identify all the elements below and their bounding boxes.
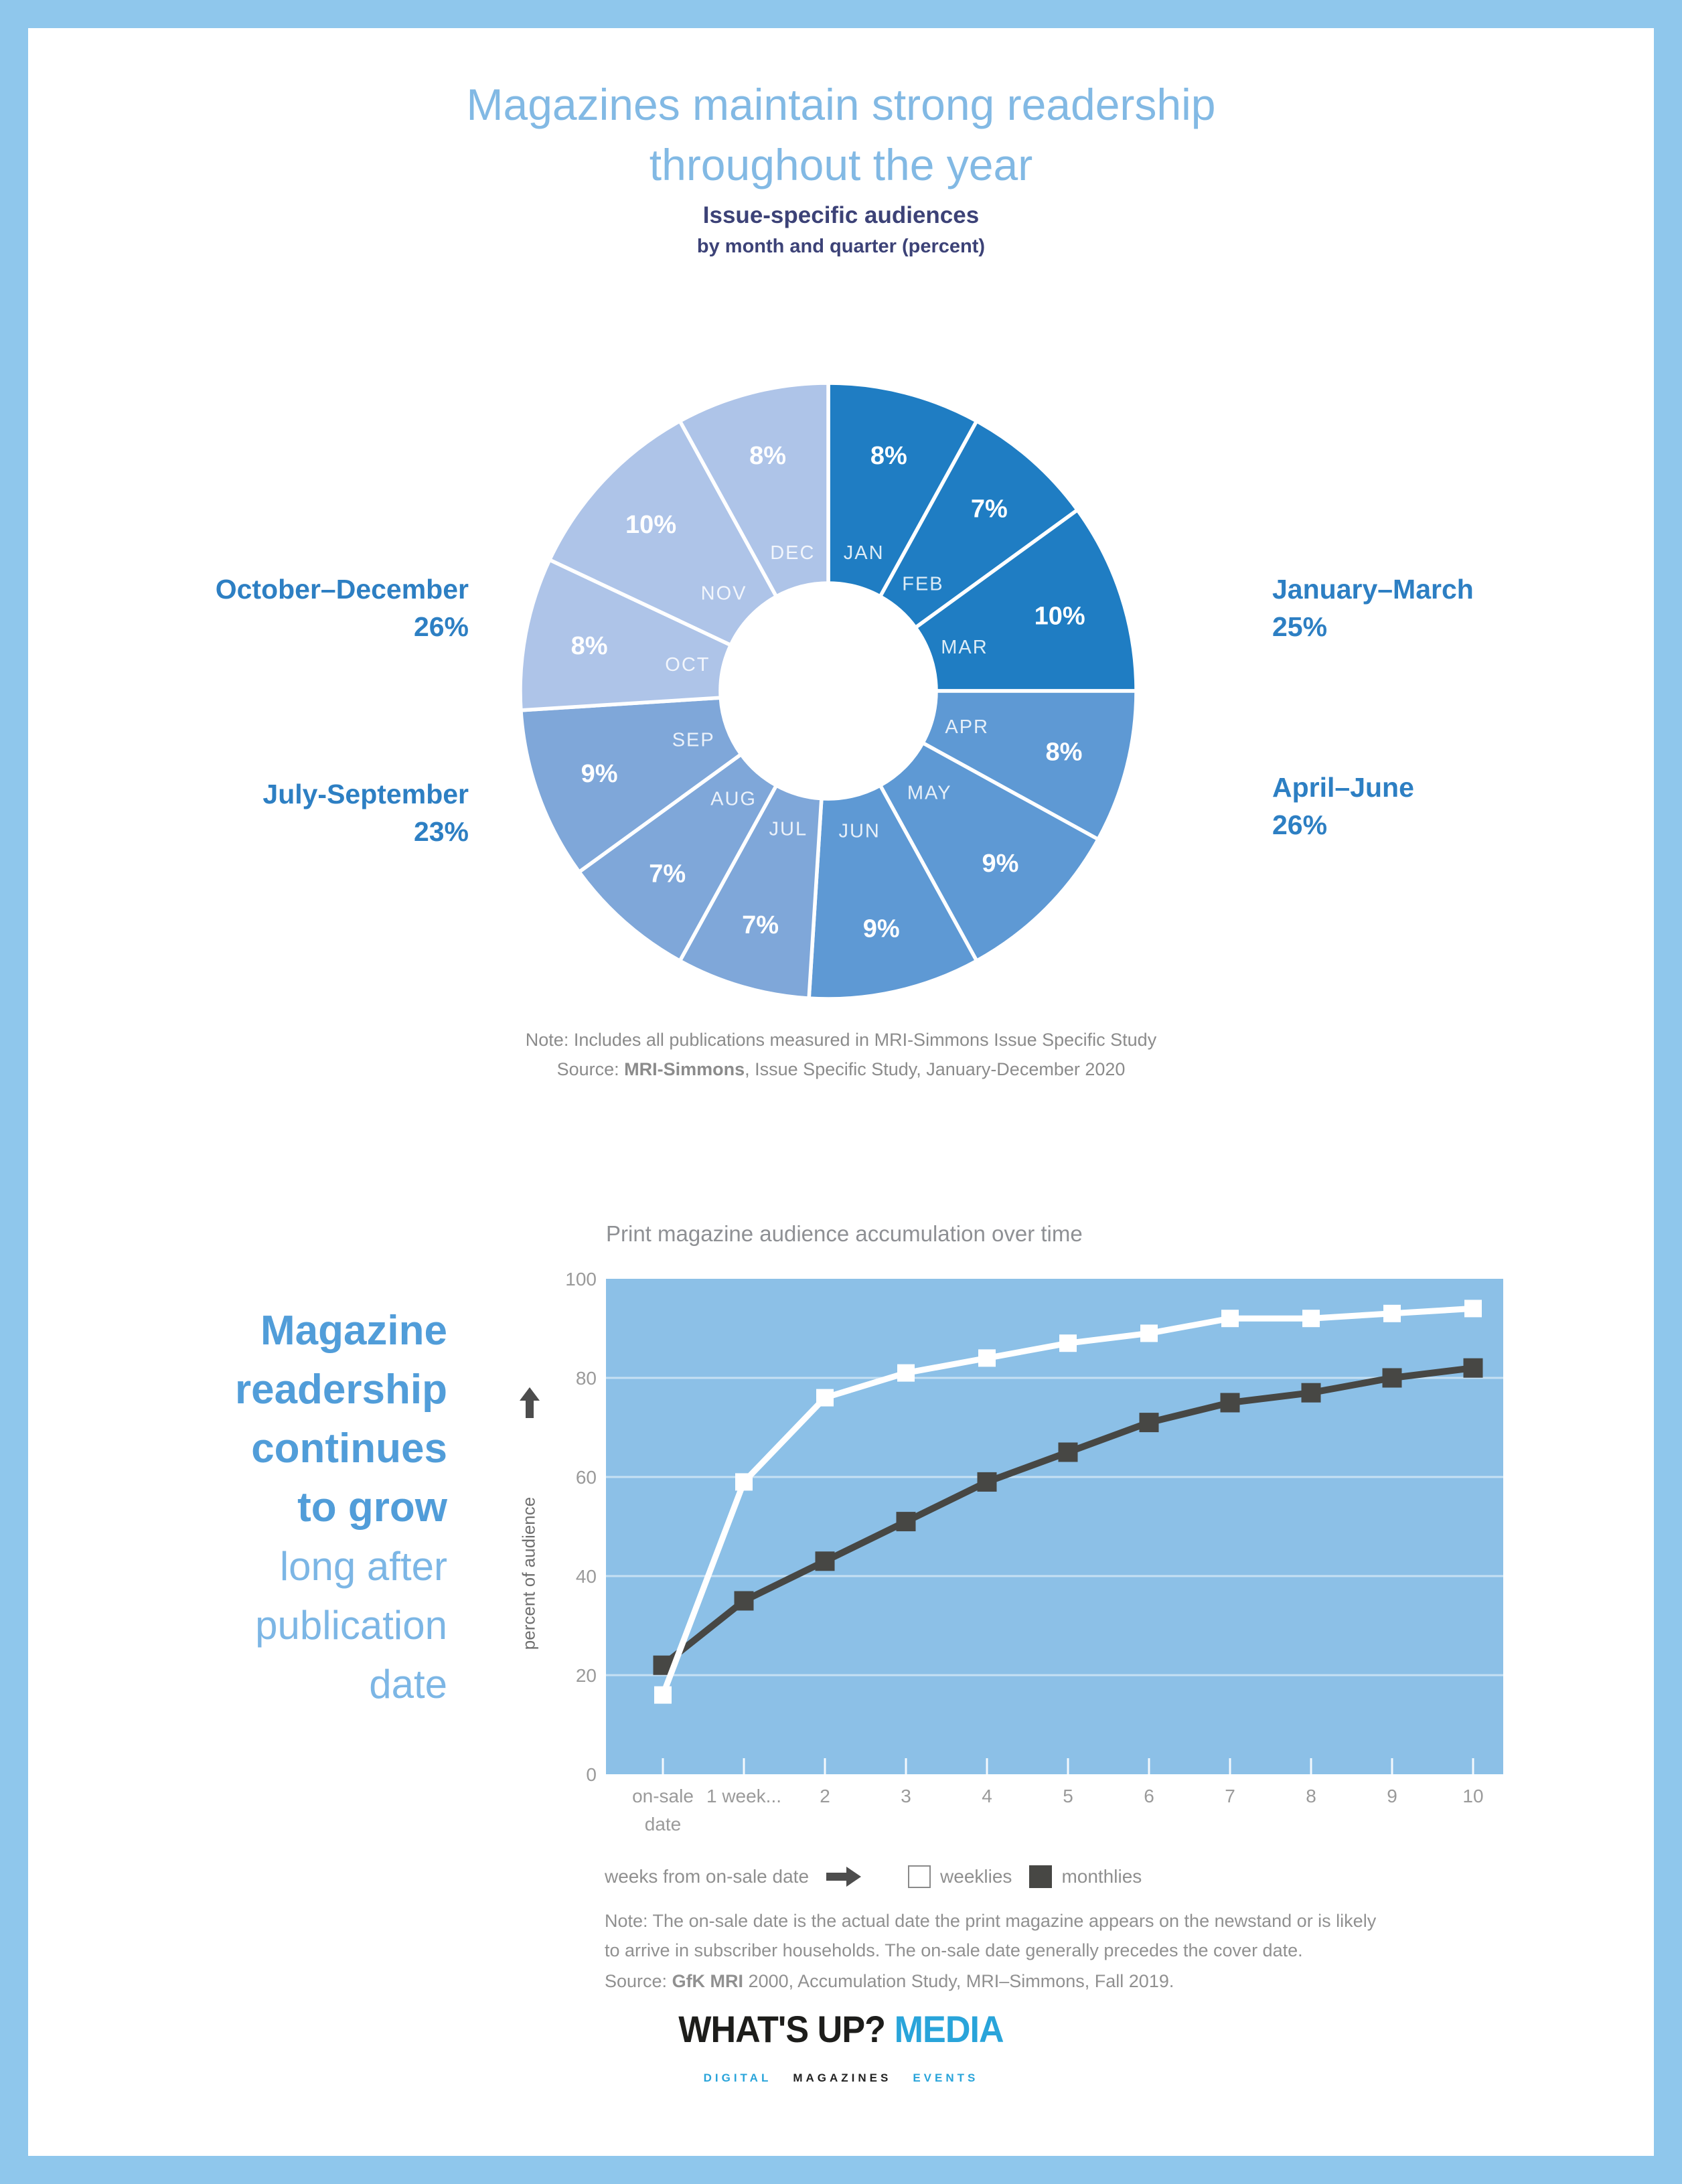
- monthlies-marker: [1464, 1358, 1483, 1378]
- segment-month-label: JUN: [838, 820, 881, 842]
- weeklies-marker: [1221, 1310, 1239, 1327]
- weeklies-marker: [1140, 1324, 1158, 1342]
- line-chart-source: [605, 1971, 1174, 1992]
- source-name: MRI-Simmons: [624, 1059, 745, 1079]
- segment-month-label: AUG: [710, 788, 757, 810]
- segment-percent-label: 10%: [1034, 602, 1085, 631]
- y-tick-label: 60: [575, 1467, 597, 1488]
- x-tick-label: 3: [901, 1786, 911, 1806]
- segment-percent-label: 7%: [649, 860, 686, 888]
- monthlies-marker: [978, 1472, 997, 1492]
- x-tick-label: 10: [1462, 1786, 1484, 1806]
- y-axis-label: percent of audience: [518, 1496, 539, 1650]
- headline-line: long after: [279, 1544, 447, 1589]
- quarter-value: 23%: [413, 816, 469, 847]
- monthlies-label: monthlies: [1061, 1866, 1142, 1887]
- plot-area: [606, 1279, 1503, 1774]
- weeklies-label: weeklies: [940, 1866, 1012, 1887]
- page-title-line2: throughout the year: [649, 140, 1033, 189]
- segment-percent-label: 7%: [970, 495, 1008, 524]
- segment-month-label: NOV: [700, 582, 747, 605]
- weeklies-marker: [897, 1364, 915, 1382]
- y-tick-label: 0: [586, 1764, 597, 1785]
- quarter-name: July-September: [262, 779, 469, 809]
- tagline-events: EVENTS: [913, 2072, 979, 2084]
- y-tick-label: 20: [575, 1665, 597, 1686]
- donut-chart-subtitle: by month and quarter (percent): [696, 236, 986, 257]
- segment-month-label: DEC: [770, 542, 816, 564]
- tagline-magazines: MAGAZINES: [793, 2072, 892, 2084]
- donut-note: Note: Includes all publications measured in MRI-Simmons Issue Specific Study: [525, 1030, 1157, 1050]
- line-chart-note-line1: Note: The on-sale date is the actual date the print magazine appears on the newstand or is likely: [605, 1911, 1377, 1931]
- weeklies-marker: [1302, 1310, 1320, 1327]
- page-title-line1: Magazines maintain strong readership: [466, 80, 1216, 129]
- weeklies-marker: [654, 1687, 672, 1704]
- weeklies-marker: [816, 1389, 834, 1407]
- audience-accumulation-line-chart: [506, 1251, 1510, 1853]
- segment-percent-label: 8%: [870, 442, 907, 471]
- legend-item-weeklies: [908, 1865, 1012, 1888]
- quarter-value: 25%: [1272, 611, 1328, 642]
- x-tick-label: 2: [820, 1786, 830, 1806]
- legend-axis-label: weeks from on-sale date: [605, 1866, 810, 1887]
- x-tick-label: 1 week...: [706, 1786, 782, 1806]
- segment-month-label: SEP: [672, 729, 715, 751]
- segment-month-label: FEB: [902, 573, 944, 595]
- segment-percent-label: 8%: [749, 442, 787, 471]
- source-name: GfK MRI: [672, 1971, 744, 1991]
- monthlies-swatch: [1029, 1865, 1052, 1888]
- segment-percent-label: 10%: [625, 511, 677, 540]
- quarter-name: October–December: [215, 574, 469, 605]
- line-chart-note-line2: to arrive in subscriber households. The on-sale date generally precedes the cover date.: [605, 1940, 1303, 1960]
- up-arrow-icon: [520, 1387, 540, 1418]
- weeklies-marker: [735, 1473, 753, 1490]
- quarter-name: April–June: [1272, 772, 1414, 803]
- x-tick-label: 4: [982, 1786, 992, 1806]
- headline-line: Magazine: [260, 1308, 447, 1354]
- line-chart-title: Print magazine audience accumulation over time: [606, 1221, 1083, 1246]
- quarter-value: 26%: [1272, 809, 1328, 840]
- monthlies-marker: [1059, 1443, 1078, 1462]
- logo-text-black: WHAT'S UP?: [678, 2008, 886, 2050]
- weeklies-marker: [1383, 1305, 1401, 1322]
- x-tick-label: 5: [1063, 1786, 1073, 1806]
- quarter-label-jul-sep: [94, 775, 469, 850]
- right-arrow-icon: [826, 1867, 861, 1887]
- monthlies-marker: [816, 1551, 835, 1571]
- segment-percent-label: 9%: [862, 915, 900, 943]
- segment-percent-label: 9%: [982, 849, 1019, 878]
- segment-month-label: OCT: [665, 653, 710, 676]
- source-prefix: Source:: [556, 1059, 625, 1079]
- headline-line: to grow: [297, 1484, 447, 1531]
- headline-line: continues: [251, 1425, 447, 1472]
- quarter-label-oct-dec: [94, 570, 469, 645]
- segment-month-label: APR: [945, 716, 990, 738]
- monthlies-marker: [1221, 1393, 1240, 1413]
- logo-text-blue: MEDIA: [894, 2008, 1004, 2050]
- legend-item-monthlies: [1029, 1865, 1142, 1888]
- x-tick-label: 9: [1387, 1786, 1397, 1806]
- tagline-digital: DIGITAL: [703, 2072, 772, 2084]
- monthlies-marker: [1302, 1383, 1321, 1403]
- quarter-label-jan-mar: [1272, 570, 1474, 645]
- segment-month-label: JAN: [843, 542, 885, 564]
- quarter-name: January–March: [1272, 574, 1474, 605]
- x-tick-label: on-sale date: [632, 1786, 694, 1835]
- line-chart-legend: [605, 1865, 1142, 1888]
- donut-source: [0, 1059, 1682, 1080]
- headline-line: date: [369, 1662, 447, 1707]
- weeklies-swatch: [908, 1865, 931, 1888]
- weeklies-marker: [1059, 1334, 1077, 1352]
- y-tick-label: 100: [565, 1269, 597, 1290]
- monthly-audience-donut-chart: [507, 370, 1150, 1012]
- x-tick-label: 6: [1144, 1786, 1154, 1806]
- weeklies-marker: [978, 1349, 996, 1367]
- x-tick-label: 8: [1306, 1786, 1316, 1806]
- donut-chart-title: Issue-specific audiences: [702, 202, 980, 228]
- monthlies-marker: [1140, 1413, 1159, 1432]
- whats-up-media-logo: [59, 2007, 1623, 2051]
- monthlies-marker: [735, 1591, 754, 1611]
- source-rest: , Issue Specific Study, January-December 2020: [745, 1059, 1126, 1079]
- headline-line: publication: [255, 1603, 447, 1648]
- source-prefix: Source:: [605, 1971, 672, 1991]
- y-tick-label: 80: [575, 1368, 597, 1389]
- segment-percent-label: 9%: [581, 760, 618, 789]
- monthlies-marker: [1383, 1369, 1402, 1388]
- headline-line: readership: [234, 1367, 447, 1413]
- segment-month-label: JUL: [769, 818, 808, 840]
- y-tick-label: 40: [575, 1566, 597, 1587]
- source-rest: 2000, Accumulation Study, MRI–Simmons, Fall 2019.: [743, 1971, 1174, 1991]
- quarter-value: 26%: [413, 611, 469, 642]
- segment-percent-label: 8%: [570, 631, 608, 660]
- weeklies-marker: [1464, 1300, 1482, 1317]
- segment-month-label: MAR: [941, 636, 988, 658]
- logo-tagline: [0, 2072, 1682, 2085]
- monthlies-marker: [897, 1512, 916, 1531]
- segment-month-label: MAY: [907, 782, 952, 804]
- quarter-label-apr-jun: [1272, 769, 1414, 844]
- segment-percent-label: 8%: [1045, 738, 1083, 767]
- accumulation-headline: [80, 1302, 447, 1714]
- segment-percent-label: 7%: [742, 911, 779, 939]
- x-tick-label: 7: [1225, 1786, 1235, 1806]
